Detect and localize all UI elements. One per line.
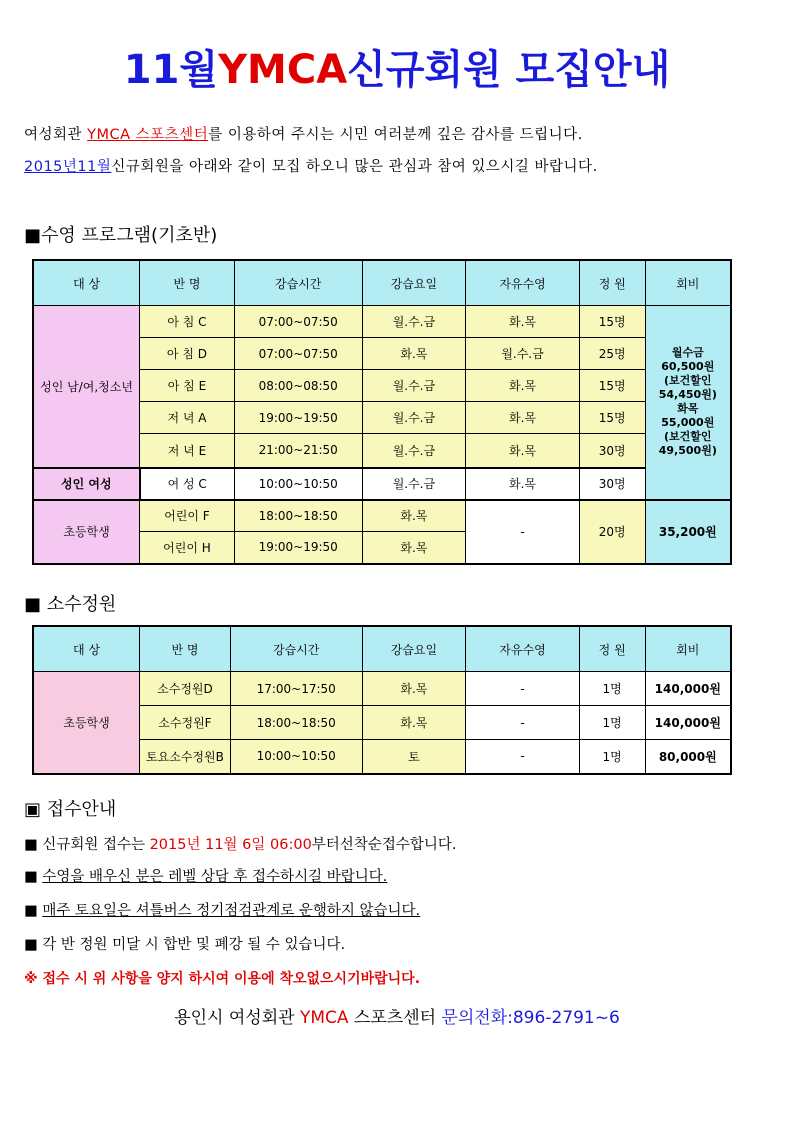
notice-4: ■ 각 반 정원 미달 시 합반 및 폐강 될 수 있습니다. bbox=[24, 937, 346, 953]
footer-ymca: YMCA bbox=[299, 1008, 349, 1028]
class-name: 어린이 F bbox=[140, 500, 235, 532]
header-target: 대 상 bbox=[33, 260, 140, 306]
header-fee: 회비 bbox=[645, 626, 731, 672]
class-time: 17:00~17:50 bbox=[230, 672, 362, 706]
header-free-swim: 자유수영 bbox=[466, 260, 580, 306]
class-time: 19:00~19:50 bbox=[234, 402, 362, 434]
notice-warning: ※ 접수 시 위 사항을 양지 하시여 이용에 착오없으시기바랍니다. bbox=[24, 971, 421, 987]
class-days: 월.수.금 bbox=[362, 402, 466, 434]
free-swim: - bbox=[466, 706, 580, 740]
notice-3 bbox=[24, 899, 420, 920]
class-time: 10:00~10:50 bbox=[234, 468, 362, 500]
capacity: 25명 bbox=[579, 338, 645, 370]
capacity: 15명 bbox=[579, 402, 645, 434]
free-swim: - bbox=[466, 672, 580, 706]
fee: 140,000원 bbox=[645, 672, 731, 706]
capacity: 1명 bbox=[579, 740, 645, 774]
class-time: 21:00~21:50 bbox=[234, 434, 362, 468]
group-elementary: 초등학생 bbox=[33, 672, 140, 774]
intro-1-post: 를 이용하여 주시는 시민 여러분께 깊은 감사를 드립니다. bbox=[208, 127, 583, 143]
intro-line-2 bbox=[24, 155, 598, 176]
notice-1-post: 부터선착순접수합니다. bbox=[311, 837, 457, 853]
class-days: 화.목 bbox=[362, 532, 466, 564]
class-name: 여 성 C bbox=[140, 468, 235, 500]
intro-2-highlight: 2015년11월 bbox=[24, 159, 112, 175]
class-days: 토 bbox=[362, 740, 466, 774]
class-name: 아 침 C bbox=[140, 306, 235, 338]
fee-line: 화목 bbox=[677, 402, 699, 416]
class-time: 08:00~08:50 bbox=[234, 370, 362, 402]
class-time: 07:00~07:50 bbox=[234, 306, 362, 338]
table-header-row bbox=[33, 626, 731, 672]
header-fee: 회비 bbox=[645, 260, 731, 306]
capacity: 1명 bbox=[579, 672, 645, 706]
header-days: 강습요일 bbox=[362, 260, 466, 306]
class-name: 어린이 H bbox=[140, 532, 235, 564]
fee-line: 55,000원 bbox=[661, 416, 715, 430]
header-time: 강습시간 bbox=[230, 626, 362, 672]
header-class: 반 명 bbox=[140, 626, 231, 672]
free-swim: 화.목 bbox=[466, 402, 580, 434]
header-capacity: 정 원 bbox=[579, 626, 645, 672]
kids-fee: 35,200원 bbox=[645, 500, 731, 564]
class-name: 소수정원F bbox=[140, 706, 231, 740]
fee: 80,000원 bbox=[645, 740, 731, 774]
title-rest: 신규회원 모집안내 bbox=[347, 47, 671, 93]
class-name: 소수정원D bbox=[140, 672, 231, 706]
fee: 140,000원 bbox=[645, 706, 731, 740]
capacity: 30명 bbox=[579, 468, 645, 500]
capacity: 20명 bbox=[579, 500, 645, 564]
class-days: 화.목 bbox=[362, 338, 466, 370]
class-name: 저 녁 E bbox=[140, 434, 235, 468]
title-month: 11월 bbox=[123, 47, 219, 93]
adult-fee-cell bbox=[645, 306, 731, 500]
notice-1 bbox=[24, 833, 456, 854]
header-time: 강습시간 bbox=[234, 260, 362, 306]
table-row bbox=[33, 500, 731, 532]
class-days: 월.수.금 bbox=[362, 306, 466, 338]
notice-2-pre: ■ bbox=[24, 869, 43, 885]
class-name: 아 침 E bbox=[140, 370, 235, 402]
class-time: 18:00~18:50 bbox=[234, 500, 362, 532]
intro-1-pre: 여성회관 bbox=[24, 127, 88, 143]
class-days: 월.수.금 bbox=[362, 370, 466, 402]
intro-line-1 bbox=[24, 123, 583, 144]
class-name: 저 녁 A bbox=[140, 402, 235, 434]
class-days: 화.목 bbox=[362, 672, 466, 706]
footer-pre: 용인시 여성회관 bbox=[174, 1008, 300, 1028]
capacity: 30명 bbox=[579, 434, 645, 468]
footer-tel: 문의전화:896-2791~6 bbox=[441, 1008, 620, 1028]
free-swim: - bbox=[466, 500, 580, 564]
header-target: 대 상 bbox=[33, 626, 140, 672]
header-capacity: 정 원 bbox=[579, 260, 645, 306]
class-time: 18:00~18:50 bbox=[230, 706, 362, 740]
class-time: 19:00~19:50 bbox=[234, 532, 362, 564]
notice-1-date: 2015년 11월 6일 06:00 bbox=[149, 837, 312, 853]
notice-3-text: 매주 토요일은 셔틀버스 정기점검관계로 운행하지 않습니다. bbox=[42, 903, 421, 919]
header-free-swim: 자유수영 bbox=[466, 626, 580, 672]
table-header-row bbox=[33, 260, 731, 306]
free-swim: 월.수.금 bbox=[466, 338, 580, 370]
fee-line: 54,450원) bbox=[658, 388, 717, 402]
capacity: 15명 bbox=[579, 370, 645, 402]
group-elementary: 초등학생 bbox=[33, 500, 140, 564]
group-adult-women: 성인 여성 bbox=[33, 468, 140, 500]
fee-line: (보건할인 bbox=[664, 430, 712, 444]
section-registration: ▣ 접수안내 bbox=[24, 799, 117, 820]
class-days: 화.목 bbox=[362, 706, 466, 740]
free-swim: 화.목 bbox=[466, 468, 580, 500]
class-name: 아 침 D bbox=[140, 338, 235, 370]
capacity: 15명 bbox=[579, 306, 645, 338]
small-group-table bbox=[32, 625, 732, 775]
fee-line: (보건할인 bbox=[664, 374, 712, 388]
intro-2-post: 신규회원을 아래와 같이 모집 하오니 많은 관심과 참여 있으시길 바랍니다. bbox=[111, 159, 598, 175]
fee-line: 월수금 bbox=[671, 346, 704, 360]
notice-3-pre: ■ bbox=[24, 903, 43, 919]
intro-1-highlight: YMCA 스포츠센터 bbox=[87, 127, 209, 143]
free-swim: 화.목 bbox=[466, 306, 580, 338]
class-time: 07:00~07:50 bbox=[234, 338, 362, 370]
fee-line: 60,500원 bbox=[661, 360, 715, 374]
class-days: 월.수.금 bbox=[362, 434, 466, 468]
swim-basic-table bbox=[32, 259, 732, 565]
fee-line: 49,500원) bbox=[658, 444, 717, 458]
free-swim: 화.목 bbox=[466, 434, 580, 468]
title-ymca: YMCA bbox=[218, 47, 348, 93]
table-row bbox=[33, 672, 731, 706]
header-class: 반 명 bbox=[140, 260, 235, 306]
table-row bbox=[33, 468, 731, 500]
free-swim: - bbox=[466, 740, 580, 774]
class-time: 10:00~10:50 bbox=[230, 740, 362, 774]
class-days: 월.수.금 bbox=[362, 468, 466, 500]
footer-mid: 스포츠센터 bbox=[348, 1008, 442, 1028]
free-swim: 화.목 bbox=[466, 370, 580, 402]
notice-2 bbox=[24, 865, 387, 886]
notice-1-pre: ■ 신규회원 접수는 bbox=[24, 837, 150, 853]
section-swim-basic: ■수영 프로그램(기초반) bbox=[24, 225, 218, 246]
footer-contact bbox=[0, 1003, 794, 1028]
group-adult-youth: 성인 남/여,청소년 bbox=[33, 306, 140, 468]
page-title bbox=[0, 38, 794, 95]
header-days: 강습요일 bbox=[362, 626, 466, 672]
section-small-group: ■ 소수정원 bbox=[24, 594, 117, 615]
capacity: 1명 bbox=[579, 706, 645, 740]
class-name: 토요소수정원B bbox=[140, 740, 231, 774]
table-row bbox=[33, 306, 731, 338]
class-days: 화.목 bbox=[362, 500, 466, 532]
notice-2-text: 수영을 배우신 분은 레벨 상담 후 접수하시길 바랍니다. bbox=[42, 869, 388, 885]
